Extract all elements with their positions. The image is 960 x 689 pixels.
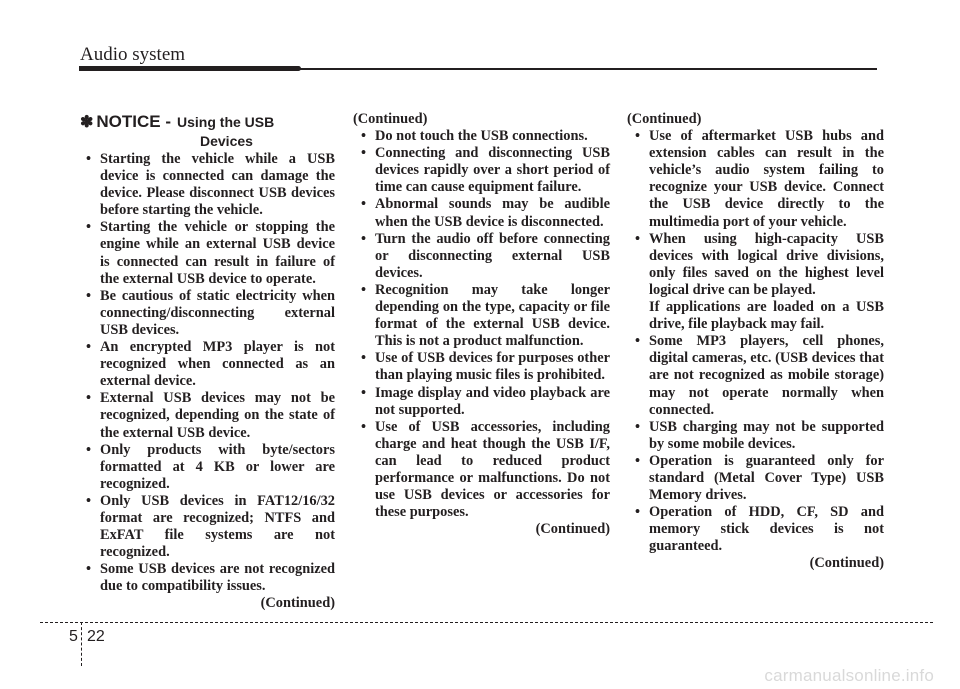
list-item: • Only products with byte/sectors formatted at 4 KB or lower are recognized. (78, 442, 335, 493)
header-rule-thick (79, 66, 301, 71)
list-item: • An encrypted MP3 player is not recognized when connected as an external device. (78, 339, 335, 390)
list-item: • Abnormal sounds may be audible when the USB device is disconnected. (353, 196, 610, 230)
list-item: • Some MP3 players, cell phones, digital cameras, etc. (USB devices that are not recognized as mobile storage) may not operate normally when connected. (627, 333, 884, 418)
list-item: • USB charging may not be supported by some mobile devices. (627, 419, 884, 453)
list-item: • Only USB devices in FAT12/16/32 format are recognized; NTFS and ExFAT file systems are not recognized. (78, 493, 335, 561)
list-item: • Image display and video playback are not supported. (353, 385, 610, 419)
page-number: 22 (87, 628, 105, 645)
page-number-divider (81, 622, 82, 666)
section-number: 5 (69, 628, 78, 645)
bullet-list-1 (78, 151, 335, 595)
notice-subheading-line2: Devices (200, 133, 253, 149)
list-item: • Operation of HDD, CF, SD and memory stick devices is not guaranteed. (627, 504, 884, 555)
list-item: • Be cautious of static electricity when connecting/disconnecting external USB devices. (78, 288, 335, 339)
continued-label: (Continued) (535, 521, 610, 538)
list-item: • Recognition may take longer depending on the type, capacity or file format of the external USB device. This is not a product malfunction. (353, 282, 610, 350)
footer-rule (40, 622, 933, 623)
continued-label: (Continued) (627, 111, 702, 127)
notice-heading (80, 112, 330, 150)
continued-label: (Continued) (260, 595, 335, 612)
list-item: • Operation is guaranteed only for standard (Metal Cover Type) USB Memory drives. (627, 453, 884, 504)
list-item: • Use of USB devices for purposes other than playing music files is prohibited. (353, 350, 610, 384)
list-item: • Some USB devices are not recognized due to compatibility issues. (78, 561, 335, 595)
list-item: • Turn the audio off before connecting or disconnecting external USB devices. (353, 231, 610, 282)
list-item-note: If applications are loaded on a USB drive, file playback may fail. (649, 299, 884, 333)
list-item: • Starting the vehicle while a USB device is connected can damage the device. Please disconnect USB devices before starting the vehicle. (78, 151, 335, 219)
list-item: • External USB devices may not be recognized, depending on the state of the external USB device. (78, 390, 335, 441)
header-rule-thin (300, 68, 877, 70)
section-title: Audio system (80, 44, 186, 65)
list-item: • Connecting and disconnecting USB devices rapidly over a short period of time can cause equipment failure. (353, 145, 610, 196)
continued-label: (Continued) (353, 111, 428, 127)
list-item-with-note (627, 231, 884, 334)
column-1 (78, 151, 335, 613)
list-item: • Use of USB accessories, including charge and heat though the USB I/F, can lead to reduced product performance or malfunctions. Do not use USB devices or accessories for these purposes. (353, 419, 610, 522)
bullet-list-3 (627, 128, 884, 555)
notice-subheading: Using the USB (177, 114, 275, 130)
notice-label: NOTICE - (96, 112, 172, 131)
list-item: • Do not touch the USB connections. (353, 128, 610, 145)
list-item: • Use of aftermarket USB hubs and extension cables can result in the vehicle’s audio system failing to recognize your USB device. Connect the USB device directly to the multimedia port of your vehicle. (627, 128, 884, 231)
watermark: carmanualsonline.info (764, 666, 934, 685)
column-3 (627, 111, 884, 573)
column-2 (353, 111, 610, 538)
notice-star-icon: ✽ (80, 114, 94, 131)
bullet-list-2 (353, 128, 610, 521)
continued-label: (Continued) (809, 555, 884, 572)
list-item-text: When using high-capacity USB devices with logical drive divisions, only files saved on the highest level logical drive can be played. (649, 230, 884, 298)
list-item: • Starting the vehicle or stopping the engine while an external USB device is connected can result in failure of the external USB device to operate. (78, 219, 335, 287)
